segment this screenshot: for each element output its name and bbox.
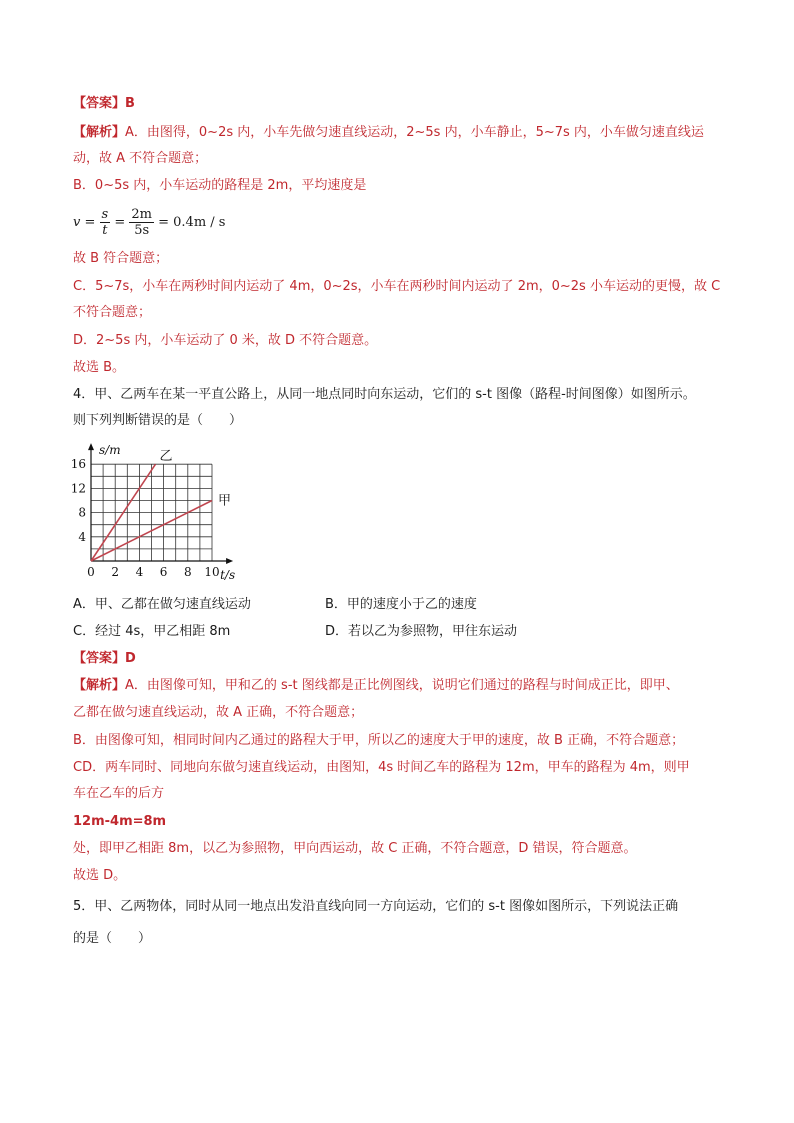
q3-answer: [73, 95, 135, 113]
q3-option-c-analysis-1: C．5~7s，小车在两秒时间内运动了 4m，0~2s，小车在两秒时间内运动了 2m，0~2s 小车运动的更慢，故 C: [73, 279, 721, 294]
series-label: 甲: [218, 493, 232, 509]
formula-t: t: [102, 223, 108, 238]
y-tick-label: 12: [70, 481, 86, 496]
formula-eq: =: [110, 215, 130, 230]
analysis-label: 【解析】: [73, 678, 126, 693]
analysis-label: 【解析】: [73, 125, 126, 140]
q4-stem-line-1: 4．甲、乙两车在某一平直公路上，从同一地点同时向东运动，它们的 s-t 图像（路程-时间图像）如图所示。: [73, 387, 696, 402]
y-tick-label: 8: [78, 505, 86, 520]
chart-plot-area: [71, 443, 235, 582]
q4-option-cd-analysis-2: 车在乙车的后方: [73, 786, 165, 801]
q4-stem-line-2: 则下列判断错误的是（ ）: [73, 413, 243, 428]
x-tick-label: 10: [204, 565, 220, 579]
q4-option-cd-analysis-3: 处，即甲乙相距 8m，以乙为参照物，甲向西运动，故 C 正确，不符合题意，D 错误，符合题意。: [73, 841, 637, 856]
formula-denominator: 5s: [134, 223, 150, 238]
x-tick-label: 0: [87, 565, 95, 579]
x-tick-label: 4: [135, 565, 144, 579]
q3-option-b-analysis: B．0~5s 内，小车运动的路程是 2m，平均速度是: [73, 178, 367, 193]
y-tick-label: 16: [70, 457, 86, 472]
q4-option-cd-analysis-1: CD．两车同时、同地向东做匀速直线运动，由图知，4s 时间乙车的路程为 12m，甲车的路程为 4m，则甲: [73, 760, 690, 775]
q4-answer: [73, 650, 136, 668]
x-tick-label: 2: [111, 565, 120, 579]
q3-option-d-analysis: D．2~5s 内，小车运动了 0 米，故 D 不符合题意。: [73, 333, 378, 348]
fraction-s-over-t: [100, 207, 111, 238]
answer-value: D: [125, 651, 136, 666]
formula-eq: =: [80, 215, 100, 230]
x-tick-label: 6: [159, 565, 168, 579]
q3-b-conclusion: 故 B 符合题意；: [73, 251, 169, 266]
q3-analysis-line-2: 动，故 A 不符合题意；: [73, 151, 208, 166]
q4-option-d: D．若以乙为参照物，甲往东运动: [325, 624, 518, 639]
q4-analysis-line-2: 乙都在做匀速直线运动，故 A 正确，不符合题意；: [73, 705, 364, 720]
x-axis-arrow: [226, 558, 233, 564]
analysis-text: A．由图像可知，甲和乙的 s-t 图线都是正比例图线，说明它们通过的路程与时间成正比，即甲、: [125, 678, 679, 693]
speed-formula: [73, 207, 225, 238]
y-tick-label: 4: [78, 529, 86, 544]
answer-label: 【答案】: [73, 96, 126, 111]
answer-value: B: [125, 96, 135, 111]
x-tick-label: 8: [183, 565, 192, 579]
fraction-2m-over-5s: [129, 207, 154, 238]
q4-calculation: 12m-4m=8m: [73, 814, 167, 829]
q4-final: 故选 D。: [73, 868, 127, 883]
st-graph: [70, 438, 250, 588]
q4-option-a: A．甲、乙都在做匀速直线运动: [73, 597, 251, 612]
q3-final: 故选 B。: [73, 360, 126, 375]
q4-analysis-line-1: [73, 677, 679, 695]
formula-v: v: [73, 215, 81, 230]
q4-option-c: C．经过 4s，甲乙相距 8m: [73, 624, 231, 639]
q4-option-b-analysis: B．由图像可知，相同时间内乙通过的路程大于甲，所以乙的速度大于甲的速度，故 B 正确，不符合题意；: [73, 733, 685, 748]
q3-analysis-line-1: [73, 124, 704, 142]
q4-option-b: B．甲的速度小于乙的速度: [325, 597, 477, 612]
y-axis-arrow: [88, 443, 94, 450]
series-label: 乙: [159, 449, 173, 465]
formula-s: s: [101, 207, 109, 222]
analysis-text: A．由图得，0~2s 内，小车先做匀速直线运动，2~5s 内，小车静止，5~7s 内，小车做匀速直线运: [125, 125, 704, 140]
q5-stem-line-1: 5．甲、乙两物体，同时从同一地点出发沿直线向同一方向运动，它们的 s-t 图像如图所示，下列说法正确: [73, 899, 679, 914]
formula-numerator: 2m: [131, 207, 152, 222]
formula-result: = 0.4m / s: [153, 215, 226, 230]
q5-stem-line-2: 的是（ ）: [73, 931, 152, 946]
x-axis-label: t/s: [220, 568, 236, 582]
answer-label: 【答案】: [73, 651, 126, 666]
y-axis-label: s/m: [99, 443, 121, 458]
q3-option-c-analysis-2: 不符合题意；: [73, 305, 152, 320]
